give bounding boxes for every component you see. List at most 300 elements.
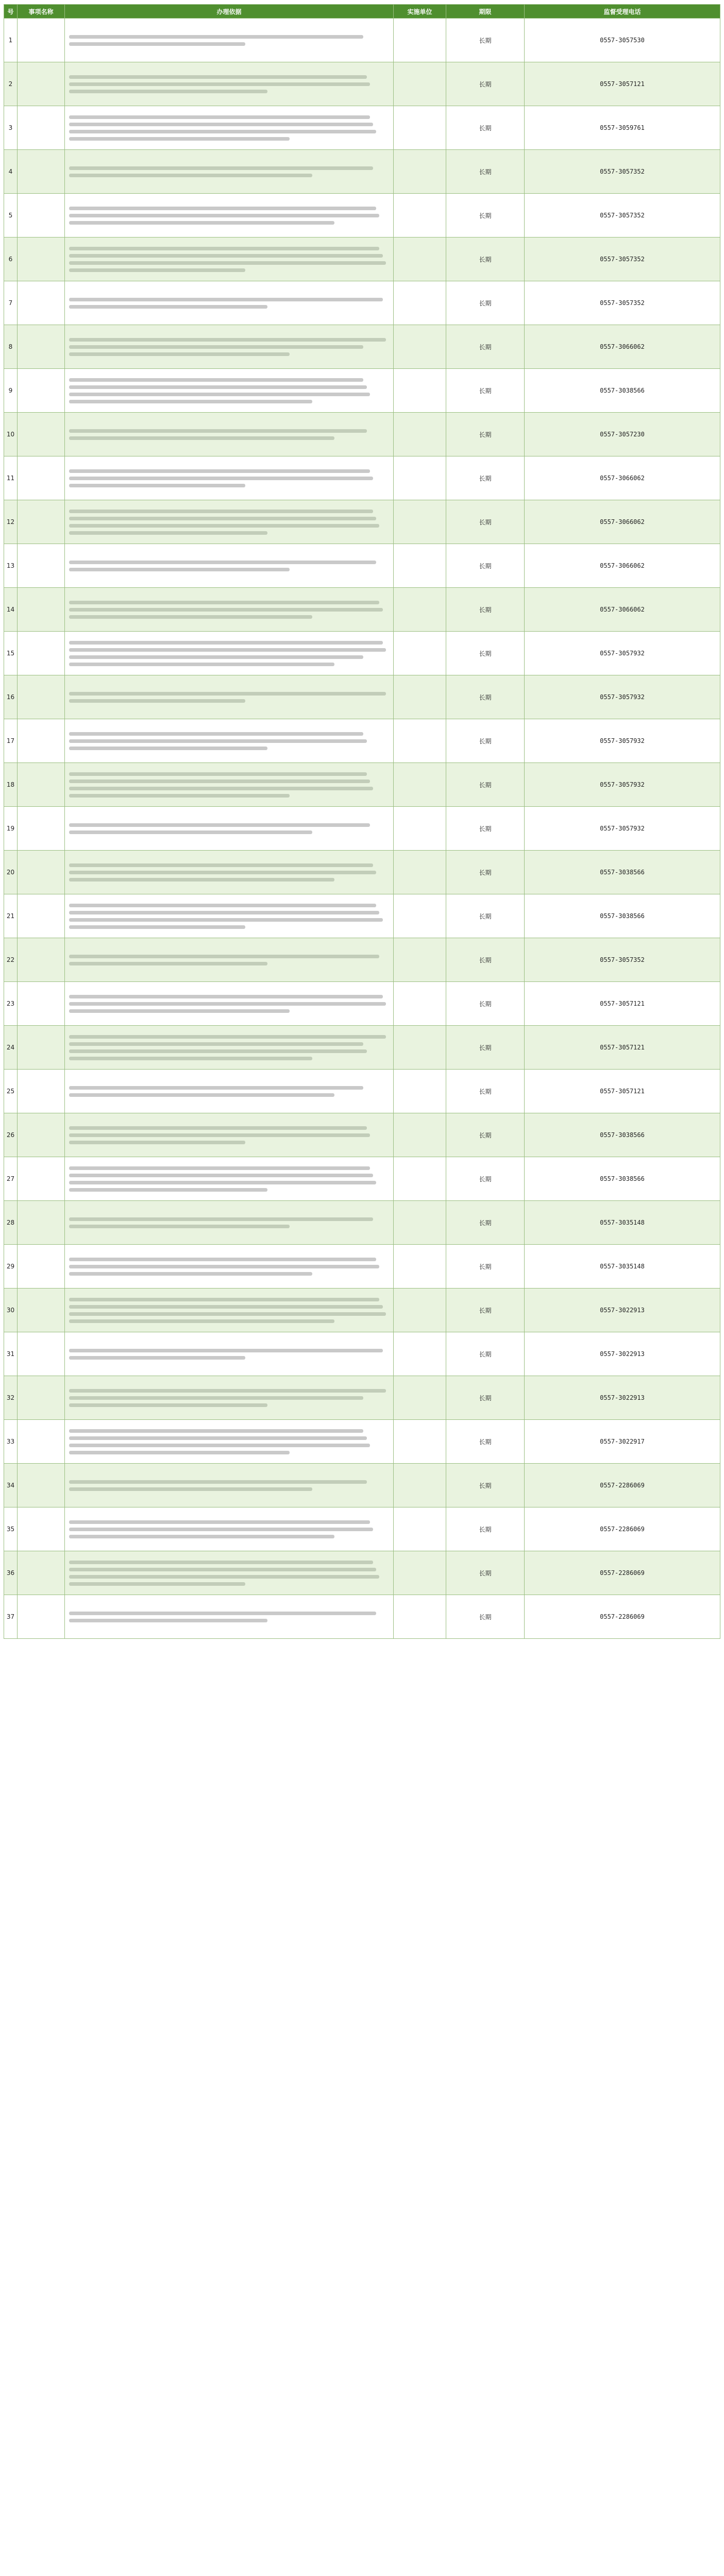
period-cell: 长期 [446, 1113, 525, 1157]
basis-cell [65, 1113, 394, 1157]
illegible-text-line [69, 641, 383, 645]
item-name-cell [18, 1376, 65, 1420]
department-cell [394, 106, 446, 150]
table-row [4, 62, 720, 106]
illegible-text-line [69, 904, 376, 907]
header-period: 期限 [446, 5, 525, 19]
department-cell [394, 851, 446, 894]
department-cell [394, 1464, 446, 1507]
phone-cell: 0557-3057230 [525, 413, 720, 456]
illegible-text-line [69, 1528, 373, 1531]
illegible-text-line [69, 254, 383, 258]
basis-cell [65, 719, 394, 763]
department-cell [394, 1420, 446, 1464]
period-cell: 长期 [446, 851, 525, 894]
table-row [4, 1507, 720, 1551]
item-name-cell [18, 1507, 65, 1551]
department-cell [394, 238, 446, 281]
table-row [4, 1026, 720, 1070]
illegible-text-line [69, 166, 373, 170]
basis-cell [65, 369, 394, 413]
department-cell [394, 413, 446, 456]
basis-cell [65, 1157, 394, 1201]
item-name-cell [18, 1551, 65, 1595]
illegible-text-line [69, 663, 334, 666]
department-cell [394, 1157, 446, 1201]
illegible-text-line [69, 918, 383, 922]
table-row [4, 1464, 720, 1507]
illegible-text-line [69, 1225, 290, 1228]
basis-cell [65, 194, 394, 238]
illegible-text-line [69, 1582, 245, 1586]
basis-cell [65, 1376, 394, 1420]
item-name-cell [18, 325, 65, 369]
phone-cell: 0557-3038566 [525, 369, 720, 413]
department-cell [394, 1332, 446, 1376]
row-number: 32 [4, 1376, 18, 1420]
item-name-cell [18, 194, 65, 238]
table-row [4, 1201, 720, 1245]
table-row [4, 719, 720, 763]
period-cell: 长期 [446, 1332, 525, 1376]
department-cell [394, 456, 446, 500]
illegible-text-line [69, 1181, 376, 1184]
illegible-text-line [69, 1258, 376, 1261]
phone-cell: 0557-3057932 [525, 632, 720, 675]
table-row [4, 675, 720, 719]
row-number: 15 [4, 632, 18, 675]
phone-cell: 0557-3057352 [525, 281, 720, 325]
department-cell [394, 1201, 446, 1245]
department-cell [394, 719, 446, 763]
table-row [4, 982, 720, 1026]
basis-cell [65, 938, 394, 982]
illegible-text-line [69, 655, 363, 659]
department-cell [394, 588, 446, 632]
header-item-name: 事项名称 [18, 5, 65, 19]
department-cell [394, 1070, 446, 1113]
phone-cell: 0557-3022913 [525, 1332, 720, 1376]
illegible-text-line [69, 1009, 290, 1013]
basis-cell [65, 325, 394, 369]
department-cell [394, 1026, 446, 1070]
item-name-cell [18, 1070, 65, 1113]
period-cell: 长期 [446, 632, 525, 675]
period-cell: 长期 [446, 62, 525, 106]
table-row [4, 1420, 720, 1464]
item-name-cell [18, 281, 65, 325]
row-number: 24 [4, 1026, 18, 1070]
table-body [4, 19, 720, 1639]
illegible-text-line [69, 305, 267, 309]
department-cell [394, 369, 446, 413]
phone-cell: 0557-3066062 [525, 500, 720, 544]
illegible-text-line [69, 1403, 267, 1407]
department-cell [394, 325, 446, 369]
basis-cell [65, 807, 394, 851]
illegible-text-line [69, 699, 245, 703]
basis-cell [65, 1245, 394, 1289]
basis-cell [65, 1332, 394, 1376]
department-cell [394, 1376, 446, 1420]
illegible-text-line [69, 911, 379, 914]
row-number: 22 [4, 938, 18, 982]
item-name-cell [18, 150, 65, 194]
illegible-text-line [69, 1429, 363, 1433]
row-number: 16 [4, 675, 18, 719]
basis-cell [65, 1070, 394, 1113]
illegible-text-line [69, 1141, 245, 1144]
department-cell [394, 1595, 446, 1639]
basis-cell [65, 150, 394, 194]
illegible-text-line [69, 732, 363, 736]
basis-cell [65, 500, 394, 544]
phone-cell: 0557-3038566 [525, 851, 720, 894]
illegible-text-line [69, 1133, 370, 1137]
phone-cell: 0557-3057121 [525, 1026, 720, 1070]
department-cell [394, 1289, 446, 1332]
period-cell: 长期 [446, 544, 525, 588]
phone-cell: 0557-3066062 [525, 588, 720, 632]
period-cell: 长期 [446, 982, 525, 1026]
illegible-text-line [69, 568, 290, 571]
row-number: 17 [4, 719, 18, 763]
illegible-text-line [69, 1166, 370, 1170]
table-row [4, 281, 720, 325]
basis-cell [65, 1201, 394, 1245]
illegible-text-line [69, 1396, 363, 1400]
item-name-cell [18, 632, 65, 675]
header-department: 实施单位 [394, 5, 446, 19]
illegible-text-line [69, 831, 312, 834]
period-cell: 长期 [446, 1026, 525, 1070]
illegible-text-line [69, 400, 312, 403]
row-number: 23 [4, 982, 18, 1026]
phone-cell: 0557-3057530 [525, 19, 720, 62]
illegible-text-line [69, 1042, 363, 1046]
basis-cell [65, 456, 394, 500]
row-number: 14 [4, 588, 18, 632]
header-basis: 办理依据 [65, 5, 394, 19]
phone-cell: 0557-3057121 [525, 62, 720, 106]
illegible-text-line [69, 531, 267, 535]
item-name-cell [18, 369, 65, 413]
illegible-text-line [69, 787, 373, 790]
basis-cell [65, 62, 394, 106]
table-row [4, 894, 720, 938]
item-name-cell [18, 1157, 65, 1201]
illegible-text-line [69, 221, 334, 225]
illegible-text-line [69, 1298, 379, 1301]
row-number: 35 [4, 1507, 18, 1551]
department-cell [394, 1113, 446, 1157]
period-cell: 长期 [446, 281, 525, 325]
period-cell: 长期 [446, 675, 525, 719]
illegible-text-line [69, 75, 367, 79]
phone-cell: 0557-3057932 [525, 807, 720, 851]
period-cell: 长期 [446, 325, 525, 369]
illegible-text-line [69, 608, 383, 612]
illegible-text-line [69, 1436, 367, 1440]
row-number: 25 [4, 1070, 18, 1113]
phone-cell: 0557-3059761 [525, 106, 720, 150]
table-row [4, 150, 720, 194]
illegible-text-line [69, 1444, 370, 1447]
row-number: 28 [4, 1201, 18, 1245]
illegible-text-line [69, 863, 373, 867]
illegible-text-line [69, 1487, 312, 1491]
table-row [4, 1551, 720, 1595]
table-row [4, 369, 720, 413]
phone-cell: 0557-3038566 [525, 894, 720, 938]
phone-cell: 0557-3035148 [525, 1245, 720, 1289]
illegible-text-line [69, 130, 376, 133]
illegible-text-line [69, 174, 312, 177]
row-number: 18 [4, 763, 18, 807]
illegible-text-line [69, 429, 367, 433]
table-row [4, 588, 720, 632]
illegible-text-line [69, 1305, 383, 1309]
period-cell: 长期 [446, 763, 525, 807]
period-cell: 长期 [446, 1376, 525, 1420]
illegible-text-line [69, 962, 267, 965]
illegible-text-line [69, 338, 386, 342]
department-cell [394, 1507, 446, 1551]
row-number: 19 [4, 807, 18, 851]
illegible-text-line [69, 247, 379, 250]
table-row [4, 938, 720, 982]
illegible-text-line [69, 90, 267, 93]
illegible-text-line [69, 517, 376, 520]
illegible-text-line [69, 794, 290, 798]
service-matters-table [4, 4, 720, 1639]
illegible-text-line [69, 1535, 334, 1538]
department-cell [394, 938, 446, 982]
illegible-text-line [69, 1561, 373, 1564]
row-number: 9 [4, 369, 18, 413]
row-number: 11 [4, 456, 18, 500]
period-cell: 长期 [446, 500, 525, 544]
item-name-cell [18, 500, 65, 544]
period-cell: 长期 [446, 1157, 525, 1201]
illegible-text-line [69, 1057, 312, 1060]
phone-cell: 0557-3035148 [525, 1201, 720, 1245]
basis-cell [65, 1026, 394, 1070]
illegible-text-line [69, 385, 367, 389]
basis-cell [65, 1289, 394, 1332]
table-row [4, 106, 720, 150]
table-row [4, 1332, 720, 1376]
item-name-cell [18, 894, 65, 938]
period-cell: 长期 [446, 1289, 525, 1332]
table-row [4, 456, 720, 500]
illegible-text-line [69, 1612, 376, 1615]
basis-cell [65, 632, 394, 675]
phone-cell: 0557-3038566 [525, 1113, 720, 1157]
department-cell [394, 500, 446, 544]
header-phone: 监督受理电话 [525, 5, 720, 19]
row-number: 34 [4, 1464, 18, 1507]
period-cell: 长期 [446, 1464, 525, 1507]
illegible-text-line [69, 823, 370, 827]
period-cell: 长期 [446, 19, 525, 62]
item-name-cell [18, 1595, 65, 1639]
row-number: 29 [4, 1245, 18, 1289]
illegible-text-line [69, 510, 373, 513]
department-cell [394, 1245, 446, 1289]
period-cell: 长期 [446, 369, 525, 413]
item-name-cell [18, 938, 65, 982]
item-name-cell [18, 1420, 65, 1464]
basis-cell [65, 413, 394, 456]
illegible-text-line [69, 393, 370, 396]
period-cell: 长期 [446, 150, 525, 194]
illegible-text-line [69, 123, 373, 126]
basis-cell [65, 1551, 394, 1595]
item-name-cell [18, 675, 65, 719]
period-cell: 长期 [446, 807, 525, 851]
phone-cell: 0557-3022913 [525, 1289, 720, 1332]
item-name-cell [18, 456, 65, 500]
basis-cell [65, 1464, 394, 1507]
illegible-text-line [69, 137, 290, 141]
illegible-text-line [69, 268, 245, 272]
table-row [4, 1245, 720, 1289]
table-row [4, 1595, 720, 1639]
document [4, 4, 720, 1639]
illegible-text-line [69, 1049, 367, 1053]
phone-cell: 0557-2286069 [525, 1464, 720, 1507]
illegible-text-line [69, 615, 312, 619]
item-name-cell [18, 982, 65, 1026]
illegible-text-line [69, 561, 376, 564]
period-cell: 长期 [446, 1420, 525, 1464]
item-name-cell [18, 1026, 65, 1070]
basis-cell [65, 763, 394, 807]
basis-cell [65, 544, 394, 588]
table-row [4, 544, 720, 588]
phone-cell: 0557-3057352 [525, 238, 720, 281]
phone-cell: 0557-3057932 [525, 719, 720, 763]
department-cell [394, 763, 446, 807]
period-cell: 长期 [446, 194, 525, 238]
table-row [4, 238, 720, 281]
row-number: 33 [4, 1420, 18, 1464]
basis-cell [65, 982, 394, 1026]
phone-cell: 0557-3057352 [525, 938, 720, 982]
department-cell [394, 19, 446, 62]
illegible-text-line [69, 345, 363, 349]
basis-cell [65, 675, 394, 719]
period-cell: 长期 [446, 1245, 525, 1289]
phone-cell: 0557-3057121 [525, 1070, 720, 1113]
illegible-text-line [69, 35, 363, 39]
basis-cell [65, 1595, 394, 1639]
illegible-text-line [69, 955, 379, 958]
phone-cell: 0557-2286069 [525, 1507, 720, 1551]
department-cell [394, 194, 446, 238]
illegible-text-line [69, 1272, 312, 1276]
row-number: 36 [4, 1551, 18, 1595]
basis-cell [65, 588, 394, 632]
row-number: 4 [4, 150, 18, 194]
illegible-text-line [69, 1356, 245, 1360]
row-number: 3 [4, 106, 18, 150]
department-cell [394, 632, 446, 675]
department-cell [394, 544, 446, 588]
table-row [4, 413, 720, 456]
illegible-text-line [69, 1093, 334, 1097]
row-number: 8 [4, 325, 18, 369]
period-cell: 长期 [446, 413, 525, 456]
table-row [4, 851, 720, 894]
item-name-cell [18, 1332, 65, 1376]
period-cell: 长期 [446, 1551, 525, 1595]
item-name-cell [18, 807, 65, 851]
period-cell: 长期 [446, 238, 525, 281]
item-name-cell [18, 106, 65, 150]
phone-cell: 0557-2286069 [525, 1595, 720, 1639]
phone-cell: 0557-3038566 [525, 1157, 720, 1201]
item-name-cell [18, 19, 65, 62]
item-name-cell [18, 1245, 65, 1289]
row-number: 31 [4, 1332, 18, 1376]
phone-cell: 0557-3022917 [525, 1420, 720, 1464]
period-cell: 长期 [446, 106, 525, 150]
illegible-text-line [69, 648, 386, 652]
row-number: 30 [4, 1289, 18, 1332]
illegible-text-line [69, 871, 376, 874]
row-number: 1 [4, 19, 18, 62]
illegible-text-line [69, 469, 370, 473]
department-cell [394, 894, 446, 938]
period-cell: 长期 [446, 938, 525, 982]
table-row [4, 19, 720, 62]
row-number: 26 [4, 1113, 18, 1157]
basis-cell [65, 851, 394, 894]
basis-cell [65, 894, 394, 938]
item-name-cell [18, 1113, 65, 1157]
illegible-text-line [69, 739, 367, 743]
basis-cell [65, 281, 394, 325]
illegible-text-line [69, 1480, 367, 1484]
basis-cell [65, 1420, 394, 1464]
illegible-text-line [69, 772, 367, 776]
illegible-text-line [69, 207, 376, 210]
period-cell: 长期 [446, 1595, 525, 1639]
item-name-cell [18, 1289, 65, 1332]
period-cell: 长期 [446, 719, 525, 763]
basis-cell [65, 238, 394, 281]
illegible-text-line [69, 1174, 373, 1177]
table-row [4, 632, 720, 675]
phone-cell: 0557-3057121 [525, 982, 720, 1026]
illegible-text-line [69, 261, 386, 265]
illegible-text-line [69, 436, 334, 440]
table-row [4, 1376, 720, 1420]
illegible-text-line [69, 747, 267, 750]
table-row [4, 194, 720, 238]
item-name-cell [18, 238, 65, 281]
illegible-text-line [69, 378, 363, 382]
period-cell: 长期 [446, 1507, 525, 1551]
table-row [4, 1157, 720, 1201]
table-row [4, 325, 720, 369]
phone-cell: 0557-3057932 [525, 763, 720, 807]
period-cell: 长期 [446, 1070, 525, 1113]
item-name-cell [18, 62, 65, 106]
phone-cell: 0557-2286069 [525, 1551, 720, 1595]
